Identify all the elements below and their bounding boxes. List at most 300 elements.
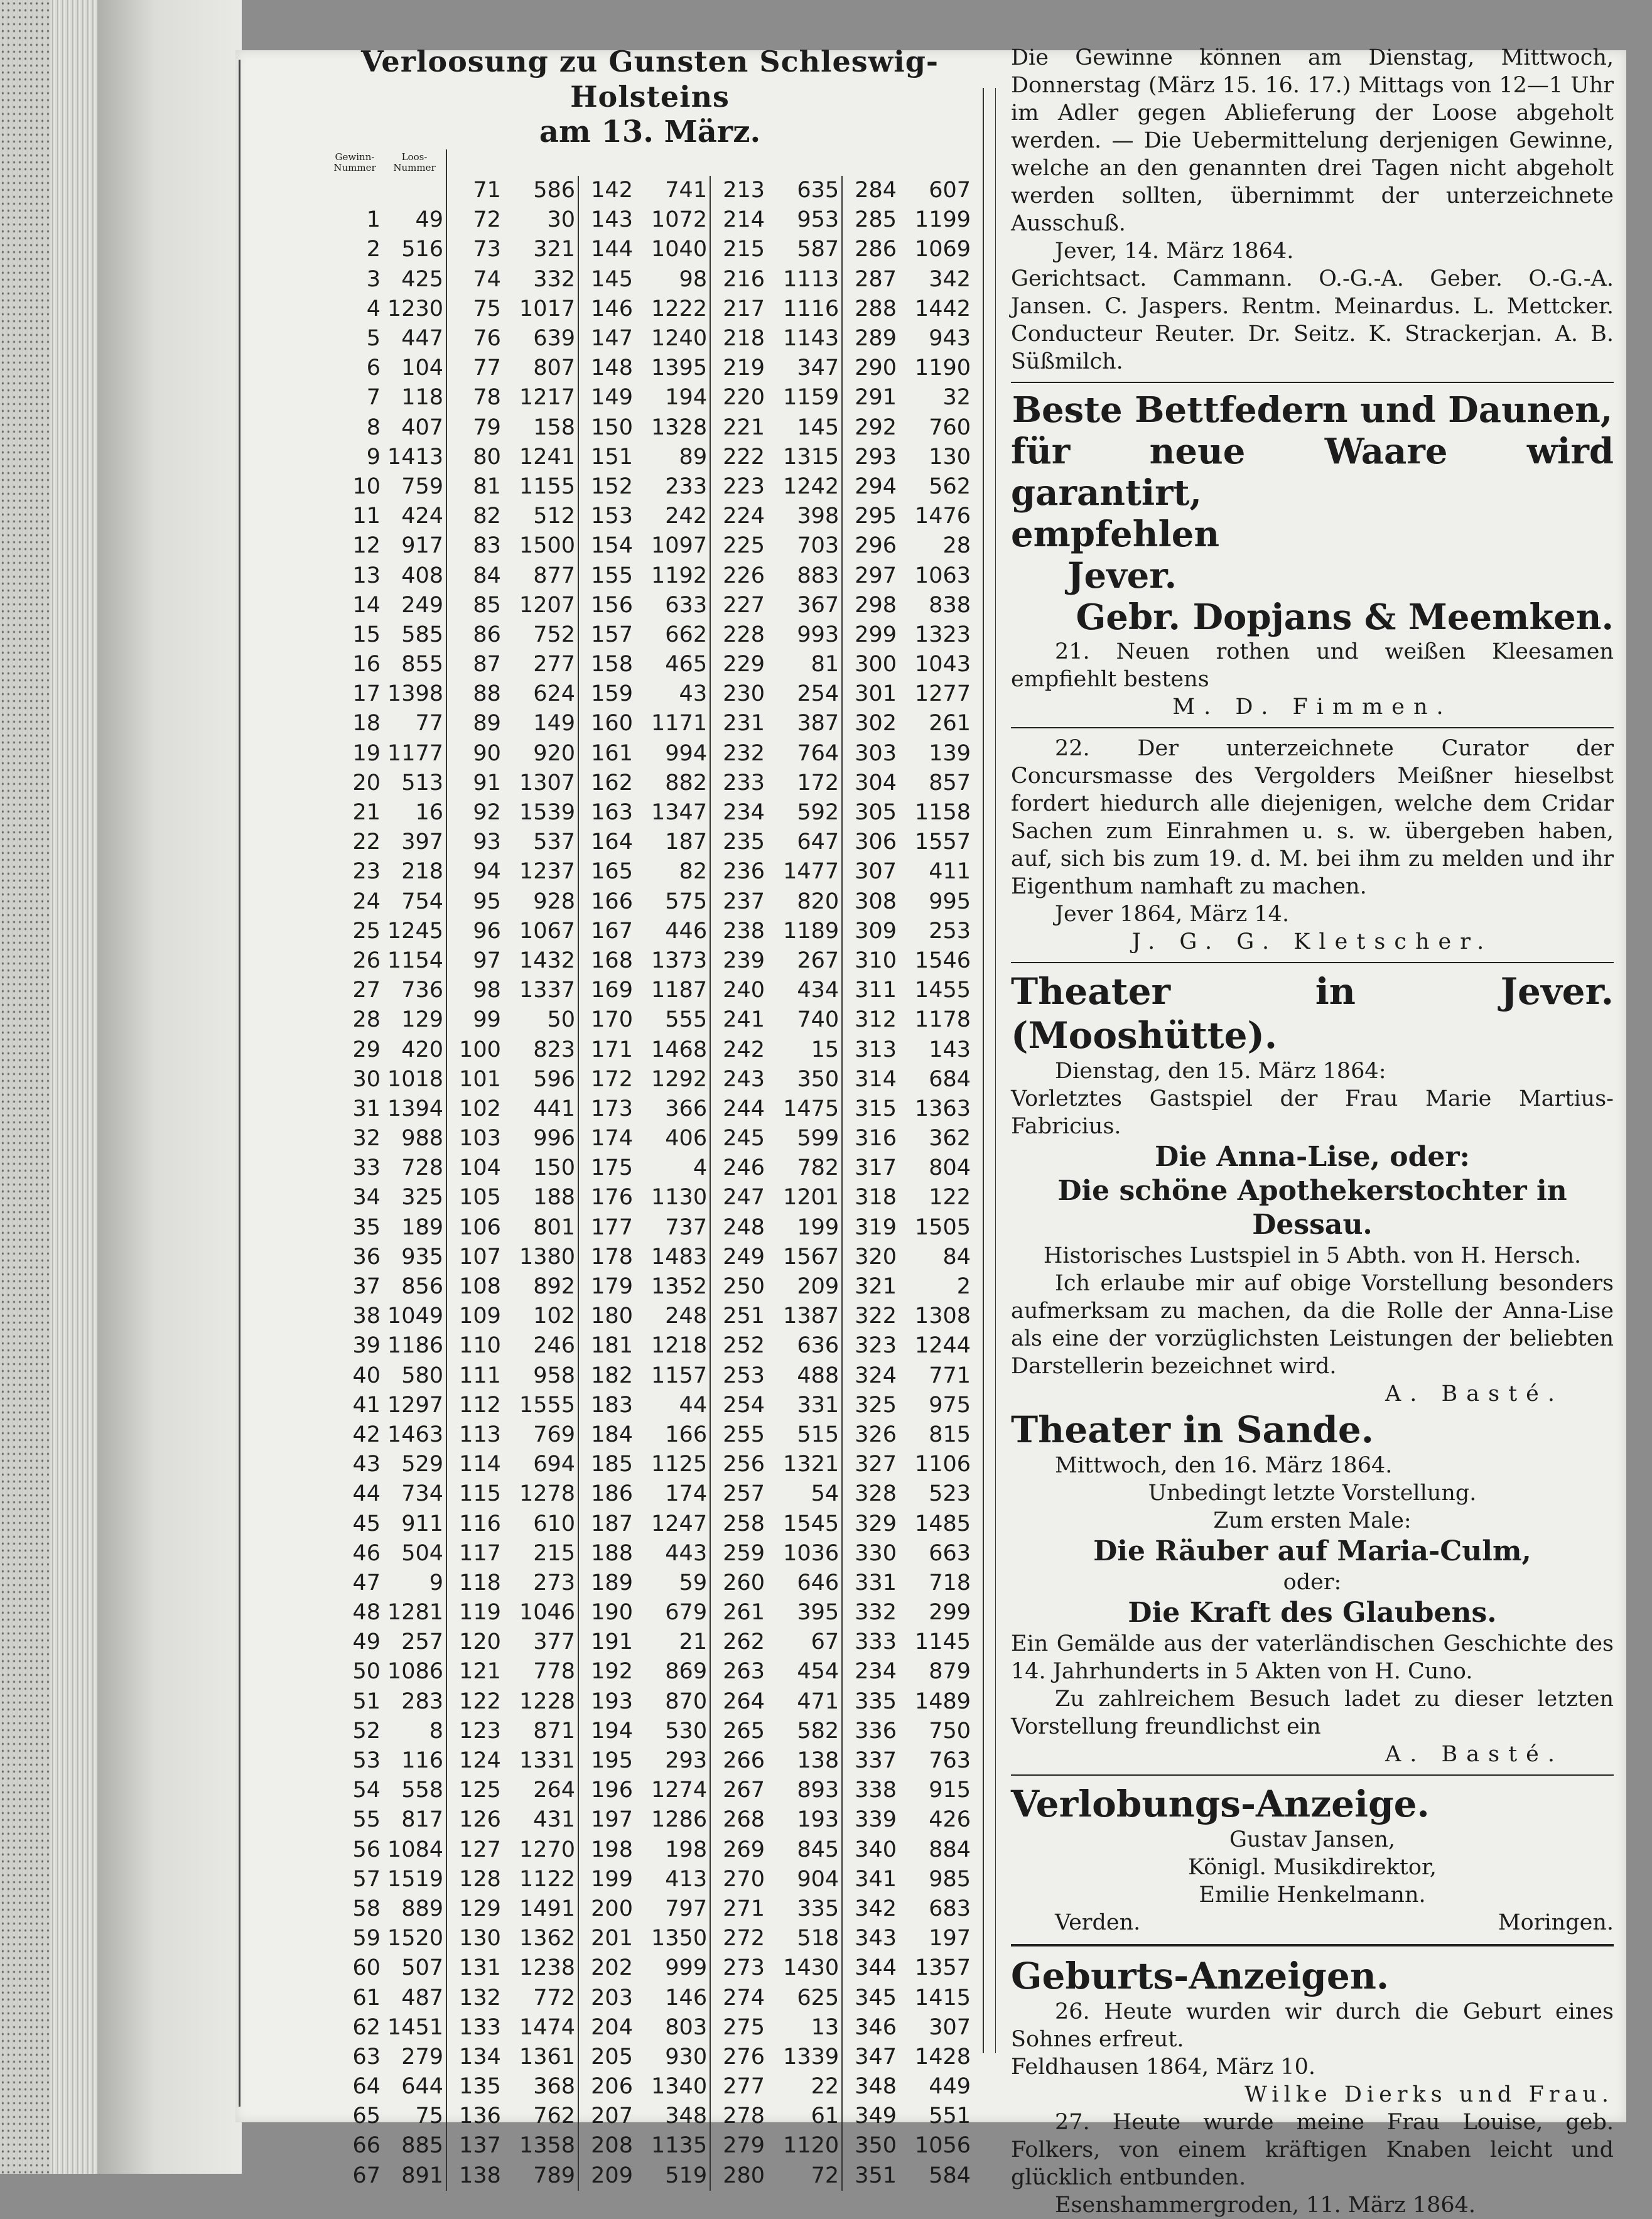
table-cell: 82 — [473, 504, 501, 529]
table-cell: 1145 — [914, 1629, 971, 1655]
table-cell: 750 — [929, 1718, 971, 1744]
table-cell: 85 — [473, 592, 501, 618]
table-cell: 1190 — [914, 355, 971, 381]
table-cell: 855 — [383, 650, 446, 679]
table-cell: 377 — [504, 1628, 578, 1657]
table-cell: 264 — [723, 1688, 765, 1714]
table-cell: 277 — [723, 2074, 765, 2100]
table-cell: 196 — [591, 1778, 633, 1803]
table-row — [327, 1065, 973, 1094]
table-cell: 253 — [929, 918, 971, 944]
bedding-ad-line3: empfehlen — [1011, 514, 1220, 555]
table-cell: 67 — [767, 1628, 842, 1657]
table-cell: 88 — [473, 681, 501, 707]
theater-sande-title: Theater in Sande. — [1011, 1408, 1374, 1451]
table-cell: 81 — [473, 473, 501, 499]
table-cell: 838 — [929, 592, 971, 618]
table-cell: 10 — [352, 473, 381, 499]
table-row — [327, 1717, 973, 1746]
table-cell: 1358 — [504, 2131, 578, 2161]
table-cell: 408 — [383, 561, 446, 590]
table-cell: 398 — [767, 502, 842, 531]
table-cell: 1199 — [914, 207, 971, 233]
table-cell: 56 — [352, 1837, 381, 1862]
table-cell: 258 — [723, 1511, 765, 1536]
table-cell: 120 — [459, 1629, 501, 1655]
table-cell: 1086 — [383, 1657, 446, 1687]
table-cell: 43 — [635, 679, 710, 709]
table-cell: 273 — [723, 1955, 765, 1981]
table-cell: 170 — [591, 1007, 633, 1033]
table-cell: 426 — [929, 1807, 971, 1833]
table-cell: 431 — [504, 1805, 578, 1835]
table-cell: 1143 — [767, 324, 842, 354]
table-cell: 121 — [459, 1659, 501, 1685]
table-cell: 958 — [504, 1361, 578, 1391]
table-cell: 254 — [767, 679, 842, 709]
table-cell: 625 — [767, 1983, 842, 2012]
table-row — [327, 1420, 973, 1450]
table-cell: 49 — [383, 205, 446, 235]
prize-notice: Die Gewinne können am Dienstag, Mittwoch, Donnerstag (März 15. 16. 17.) Mittags von 12—1 Uhr im Adler gegen Ablieferung der Loose abgeholt werden. — Die Uebermittelung derjenigen Gewinne, welche an den genannten drei Tagen nicht abgeholt werden sollten, übernimmt der unterzeichnete Ausschuß. — [1011, 45, 1614, 236]
table-cell: 3 — [366, 266, 381, 292]
table-cell: 156 — [591, 592, 633, 618]
table-cell: 61 — [767, 2102, 842, 2131]
birth-27-text: 27. Heute wurde meine Frau Louise, geb. Folkers, von einem kräftigen Knaben leicht und glücklich entbunden. — [1011, 2110, 1614, 2190]
table-cell: 31 — [352, 1096, 381, 1121]
engagement-title: Verlobungs-Anzeige. — [1011, 1783, 1430, 1825]
table-cell: 73 — [473, 237, 501, 262]
table-cell: 218 — [383, 857, 446, 887]
table-cell: 101 — [459, 1066, 501, 1092]
table-cell: 449 — [929, 2074, 971, 2100]
table-cell: 200 — [591, 1896, 633, 1921]
table-cell: 145 — [591, 266, 633, 292]
table-row — [327, 679, 973, 709]
table-cell: 349 — [855, 2103, 897, 2129]
table-cell: 92 — [473, 800, 501, 826]
table-cell: 1339 — [767, 2043, 842, 2072]
table-cell: 209 — [591, 2162, 633, 2188]
table-row — [327, 2102, 973, 2131]
table-cell: 1387 — [767, 1302, 842, 1331]
birth-27-date: Esenshammergroden, 11. März 1864. — [1055, 2193, 1476, 2218]
table-cell: 151 — [591, 444, 633, 470]
table-cell: 277 — [504, 650, 578, 679]
table-cell: 582 — [767, 1717, 842, 1746]
table-cell: 221 — [723, 414, 765, 440]
table-cell: 1278 — [504, 1479, 578, 1509]
table-cell: 9 — [383, 1568, 446, 1598]
table-cell: 718 — [929, 1570, 971, 1595]
bedding-ad-firm: Gebr. Dopjans & Meemken. — [1076, 597, 1614, 638]
table-cell: 124 — [459, 1748, 501, 1774]
theater-jever-line1: Vorletztes Gastspiel der Frau Marie Martius-Fabricius. — [1011, 1086, 1614, 1139]
table-cell: 39 — [352, 1333, 381, 1359]
table-cell: 116 — [383, 1746, 446, 1776]
divider-thick — [1011, 1944, 1614, 1946]
table-cell: 158 — [504, 413, 578, 443]
table-cell: 1555 — [504, 1391, 578, 1420]
table-cell: 311 — [855, 978, 897, 1003]
table-cell: 350 — [855, 2133, 897, 2159]
table-cell: 993 — [767, 620, 842, 650]
table-cell: 737 — [635, 1213, 710, 1243]
table-cell: 228 — [723, 622, 765, 647]
table-cell: 1069 — [914, 237, 971, 262]
table-cell: 193 — [591, 1688, 633, 1714]
theater-sande-date: Mittwoch, den 16. März 1864. — [1055, 1453, 1393, 1478]
table-cell: 215 — [504, 1539, 578, 1568]
table-cell: 187 — [591, 1511, 633, 1536]
table-row — [327, 591, 973, 620]
table-row — [327, 354, 973, 383]
table-cell: 174 — [591, 1126, 633, 1152]
table-row — [327, 1213, 973, 1243]
table-cell: 274 — [723, 1985, 765, 2011]
table-cell: 815 — [929, 1422, 971, 1447]
table-cell: 345 — [855, 1985, 897, 2011]
table-row — [327, 1657, 973, 1687]
table-cell: 162 — [591, 770, 633, 796]
table-cell: 194 — [591, 1718, 633, 1744]
table-cell: 61 — [352, 1985, 381, 2011]
table-cell: 1072 — [635, 205, 710, 235]
table-cell: 257 — [723, 1481, 765, 1507]
table-cell: 1292 — [635, 1065, 710, 1094]
table-cell: 268 — [723, 1807, 765, 1833]
table-cell: 304 — [855, 770, 897, 796]
table-cell: 917 — [383, 531, 446, 561]
theater-sande-play-title: Die Räuber auf Maria-Culm, — [1093, 1535, 1531, 1567]
table-cell: 797 — [635, 1894, 710, 1924]
table-cell: 129 — [383, 1005, 446, 1035]
table-cell: 1463 — [383, 1420, 446, 1450]
table-cell: 16 — [352, 652, 381, 678]
table-cell: 130 — [929, 444, 971, 470]
table-cell: 1489 — [914, 1688, 971, 1714]
table-cell: 103 — [459, 1126, 501, 1152]
table-cell: 67 — [352, 2162, 381, 2188]
table-row — [327, 472, 973, 502]
table-cell: 192 — [591, 1659, 633, 1685]
table-row — [327, 1509, 973, 1538]
table-row — [327, 1124, 973, 1153]
table-cell: 1274 — [635, 1776, 710, 1805]
table-cell: 1241 — [504, 443, 578, 472]
birth-26-date: Feldhausen 1864, März 10. — [1011, 2054, 1315, 2080]
table-cell: 19 — [352, 740, 381, 766]
table-cell: 801 — [504, 1213, 578, 1243]
prize-notice-date: Jever, 14. März 1864. — [1055, 239, 1294, 264]
table-cell: 49 — [352, 1629, 381, 1655]
table-cell: 1159 — [767, 383, 842, 413]
table-cell: 115 — [459, 1481, 501, 1507]
table-cell: 181 — [591, 1333, 633, 1359]
table-cell: 235 — [723, 829, 765, 855]
table-cell: 1056 — [914, 2133, 971, 2159]
table-row — [327, 1243, 973, 1272]
table-cell: 189 — [383, 1213, 446, 1243]
table-cell: 1539 — [504, 798, 578, 828]
table-row — [327, 1568, 973, 1598]
table-cell: 149 — [504, 709, 578, 738]
table-cell: 1192 — [635, 561, 710, 590]
table-row — [327, 917, 973, 946]
table-cell: 142 — [591, 178, 633, 203]
table-cell: 91 — [473, 770, 501, 796]
table-cell: 245 — [723, 1126, 765, 1152]
table-cell: 242 — [723, 1037, 765, 1062]
table-cell: 1277 — [914, 681, 971, 707]
table-cell: 1157 — [635, 1361, 710, 1391]
table-cell: 889 — [383, 1894, 446, 1924]
table-cell: 1337 — [504, 976, 578, 1005]
table-row — [327, 2161, 973, 2191]
table-cell: 413 — [635, 1865, 710, 1894]
table-row — [327, 1865, 973, 1894]
table-cell: 915 — [929, 1778, 971, 1803]
table-cell: 176 — [591, 1185, 633, 1211]
table-row — [327, 413, 973, 443]
table-cell: 407 — [383, 413, 446, 443]
table-cell: 307 — [855, 859, 897, 885]
table-row — [327, 1272, 973, 1302]
table-cell: 44 — [635, 1391, 710, 1420]
table-cell: 28 — [942, 533, 971, 559]
table-cell: 84 — [473, 563, 501, 588]
table-cell: 329 — [855, 1511, 897, 1536]
table-cell: 771 — [929, 1363, 971, 1388]
table-cell: 338 — [855, 1778, 897, 1803]
lottery-table-body — [327, 176, 973, 2191]
table-cell: 279 — [723, 2133, 765, 2159]
table-cell: 1286 — [635, 1805, 710, 1835]
table-cell: 920 — [504, 739, 578, 769]
table-cell: 64 — [352, 2074, 381, 2100]
table-cell: 1373 — [635, 946, 710, 976]
table-cell: 772 — [504, 1983, 578, 2012]
table-cell: 32 — [942, 385, 971, 411]
table-cell: 789 — [504, 2161, 578, 2191]
table-cell: 336 — [855, 1718, 897, 1744]
table-cell: 240 — [723, 978, 765, 1003]
table-cell: 89 — [635, 443, 710, 472]
table-cell: 26 — [352, 948, 381, 973]
table-cell: 159 — [591, 681, 633, 707]
divider — [1011, 382, 1614, 383]
table-cell: 332 — [855, 1600, 897, 1626]
table-cell: 172 — [591, 1066, 633, 1092]
table-cell: 350 — [767, 1065, 842, 1094]
lottery-header-row — [327, 149, 973, 176]
table-cell: 199 — [591, 1866, 633, 1892]
table-cell: 35 — [352, 1214, 381, 1240]
table-cell: 1049 — [383, 1302, 446, 1331]
table-cell: 1201 — [767, 1183, 842, 1212]
table-cell: 75 — [383, 2102, 446, 2131]
table-cell: 81 — [767, 650, 842, 679]
header-spacer — [446, 149, 973, 176]
table-cell: 348 — [635, 2102, 710, 2131]
table-cell: 454 — [767, 1657, 842, 1687]
table-cell: 5 — [366, 326, 381, 352]
table-cell: 321 — [855, 1274, 897, 1300]
table-cell: 230 — [723, 681, 765, 707]
table-cell: 290 — [855, 355, 897, 381]
table-cell: 870 — [635, 1687, 710, 1717]
table-cell: 368 — [504, 2072, 578, 2102]
table-cell: 16 — [383, 798, 446, 828]
table-cell: 347 — [855, 2044, 897, 2070]
table-cell: 507 — [383, 1953, 446, 1983]
table-cell: 154 — [591, 533, 633, 559]
table-cell: 71 — [473, 178, 501, 203]
table-cell: 249 — [383, 591, 446, 620]
table-cell: 1125 — [635, 1450, 710, 1479]
table-cell: 271 — [723, 1896, 765, 1921]
table-row — [327, 1687, 973, 1717]
table-cell: 763 — [929, 1748, 971, 1774]
table-row — [327, 561, 973, 590]
theater-jever-title: Theater in Jever. (Mooshütte). — [1011, 970, 1614, 1057]
table-cell: 285 — [855, 207, 897, 233]
table-cell: 105 — [459, 1185, 501, 1211]
table-cell: 256 — [723, 1452, 765, 1477]
table-cell: 332 — [504, 265, 578, 294]
table-cell: 340 — [855, 1837, 897, 1862]
table-cell: 276 — [723, 2044, 765, 2070]
table-cell: 150 — [591, 414, 633, 440]
table-row — [327, 650, 973, 679]
table-cell: 1545 — [767, 1509, 842, 1538]
table-row — [327, 1598, 973, 1628]
table-cell: 769 — [504, 1420, 578, 1450]
table-cell: 169 — [591, 978, 633, 1003]
table-cell: 58 — [352, 1896, 381, 1921]
table-cell: 303 — [855, 740, 897, 766]
table-cell: 639 — [504, 324, 578, 354]
table-cell: 1475 — [767, 1094, 842, 1124]
table-cell: 317 — [855, 1155, 897, 1181]
table-cell: 21 — [635, 1628, 710, 1657]
table-cell: 683 — [929, 1896, 971, 1921]
table-cell: 293 — [635, 1746, 710, 1776]
table-cell: 59 — [352, 1926, 381, 1952]
table-cell: 8 — [366, 414, 381, 440]
table-cell: 295 — [855, 504, 897, 529]
table-cell: 248 — [635, 1302, 710, 1331]
table-row — [327, 1746, 973, 1776]
table-cell — [383, 176, 446, 205]
table-row — [327, 1361, 973, 1391]
lottery-title: Verloosung zu Gunsten Schleswig-Holsteins — [360, 45, 939, 114]
table-cell: 233 — [635, 472, 710, 502]
table-cell: 1520 — [383, 1924, 446, 1953]
table-row — [327, 1835, 973, 1865]
engagement-name2: Emilie Henkelmann. — [1199, 1882, 1426, 1908]
table-cell: 138 — [767, 1746, 842, 1776]
table-cell: 292 — [855, 414, 897, 440]
table-cell: 1063 — [914, 563, 971, 588]
table-cell: 160 — [591, 711, 633, 737]
table-cell: 633 — [635, 591, 710, 620]
speckled-edge — [0, 0, 50, 2174]
theater-jever-date: Dienstag, den 15. März 1864: — [1055, 1059, 1386, 1084]
table-cell: 108 — [459, 1274, 501, 1300]
table-cell: 877 — [504, 561, 578, 590]
table-row — [327, 739, 973, 769]
table-cell: 1155 — [504, 472, 578, 502]
table-cell: 147 — [591, 326, 633, 352]
table-cell: 65 — [352, 2103, 381, 2129]
bedding-ad-line2: für neue Waare wird garantirt, — [1011, 431, 1614, 514]
book-gutter — [97, 0, 242, 2174]
table-cell: 694 — [504, 1450, 578, 1479]
table-cell: 171 — [591, 1037, 633, 1062]
table-cell: 764 — [767, 739, 842, 769]
table-cell: 51 — [352, 1688, 381, 1714]
table-cell: 930 — [635, 2043, 710, 2072]
table-cell: 341 — [855, 1866, 897, 1892]
table-row — [327, 1894, 973, 1924]
table-row — [327, 1450, 973, 1479]
table-cell: 261 — [723, 1600, 765, 1626]
table-cell: 97 — [473, 948, 501, 973]
table-cell: 207 — [591, 2103, 633, 2129]
table-cell: 13 — [352, 563, 381, 588]
table-cell: 239 — [723, 948, 765, 973]
table-cell: 884 — [929, 1837, 971, 1862]
table-cell: 241 — [723, 1007, 765, 1033]
table-cell: 32 — [352, 1126, 381, 1152]
theater-jever-play-title: Die Anna-Lise, oder: — [1155, 1141, 1470, 1173]
table-cell: 1242 — [767, 472, 842, 502]
table-cell: 163 — [591, 800, 633, 826]
table-cell: 249 — [723, 1244, 765, 1270]
table-cell: 219 — [723, 355, 765, 381]
table-cell: 29 — [352, 1037, 381, 1062]
table-cell: 126 — [459, 1807, 501, 1833]
table-cell: 50 — [504, 1005, 578, 1035]
table-cell: 308 — [855, 888, 897, 914]
prize-notice-signers: Gerichtsact. Cammann. O.-G.-A. Geber. O.-G.-A. Jansen. C. Jaspers. Rentm. Meinardus. L. Mettcker. Conducteur Reuter. Dr. Seitz. K. Strackerjan. A. B. Süßmilch. — [1011, 266, 1614, 374]
table-cell: 420 — [383, 1035, 446, 1064]
table-cell: 316 — [855, 1126, 897, 1152]
engagement-place-left: Verden. — [1055, 1910, 1141, 1935]
table-cell: 1245 — [383, 917, 446, 946]
table-cell: 90 — [473, 740, 501, 766]
table-cell: 135 — [459, 2074, 501, 2100]
table-cell: 845 — [767, 1835, 842, 1865]
table-cell: 223 — [723, 473, 765, 499]
table-cell: 191 — [591, 1629, 633, 1655]
header-gewinn: Gewinn- Nummer — [333, 151, 376, 173]
table-cell: 518 — [767, 1924, 842, 1953]
table-cell: 1546 — [914, 948, 971, 973]
table-cell: 134 — [459, 2044, 501, 2070]
table-cell: 309 — [855, 918, 897, 944]
table-cell: 188 — [504, 1183, 578, 1212]
table-cell: 8 — [383, 1717, 446, 1746]
table-cell: 153 — [591, 504, 633, 529]
table-cell: 752 — [504, 620, 578, 650]
table-cell: 208 — [591, 2133, 633, 2159]
table-cell: 104 — [459, 1155, 501, 1181]
table-cell: 286 — [855, 237, 897, 262]
table-cell: 1281 — [383, 1598, 446, 1628]
table-cell: 257 — [383, 1628, 446, 1657]
